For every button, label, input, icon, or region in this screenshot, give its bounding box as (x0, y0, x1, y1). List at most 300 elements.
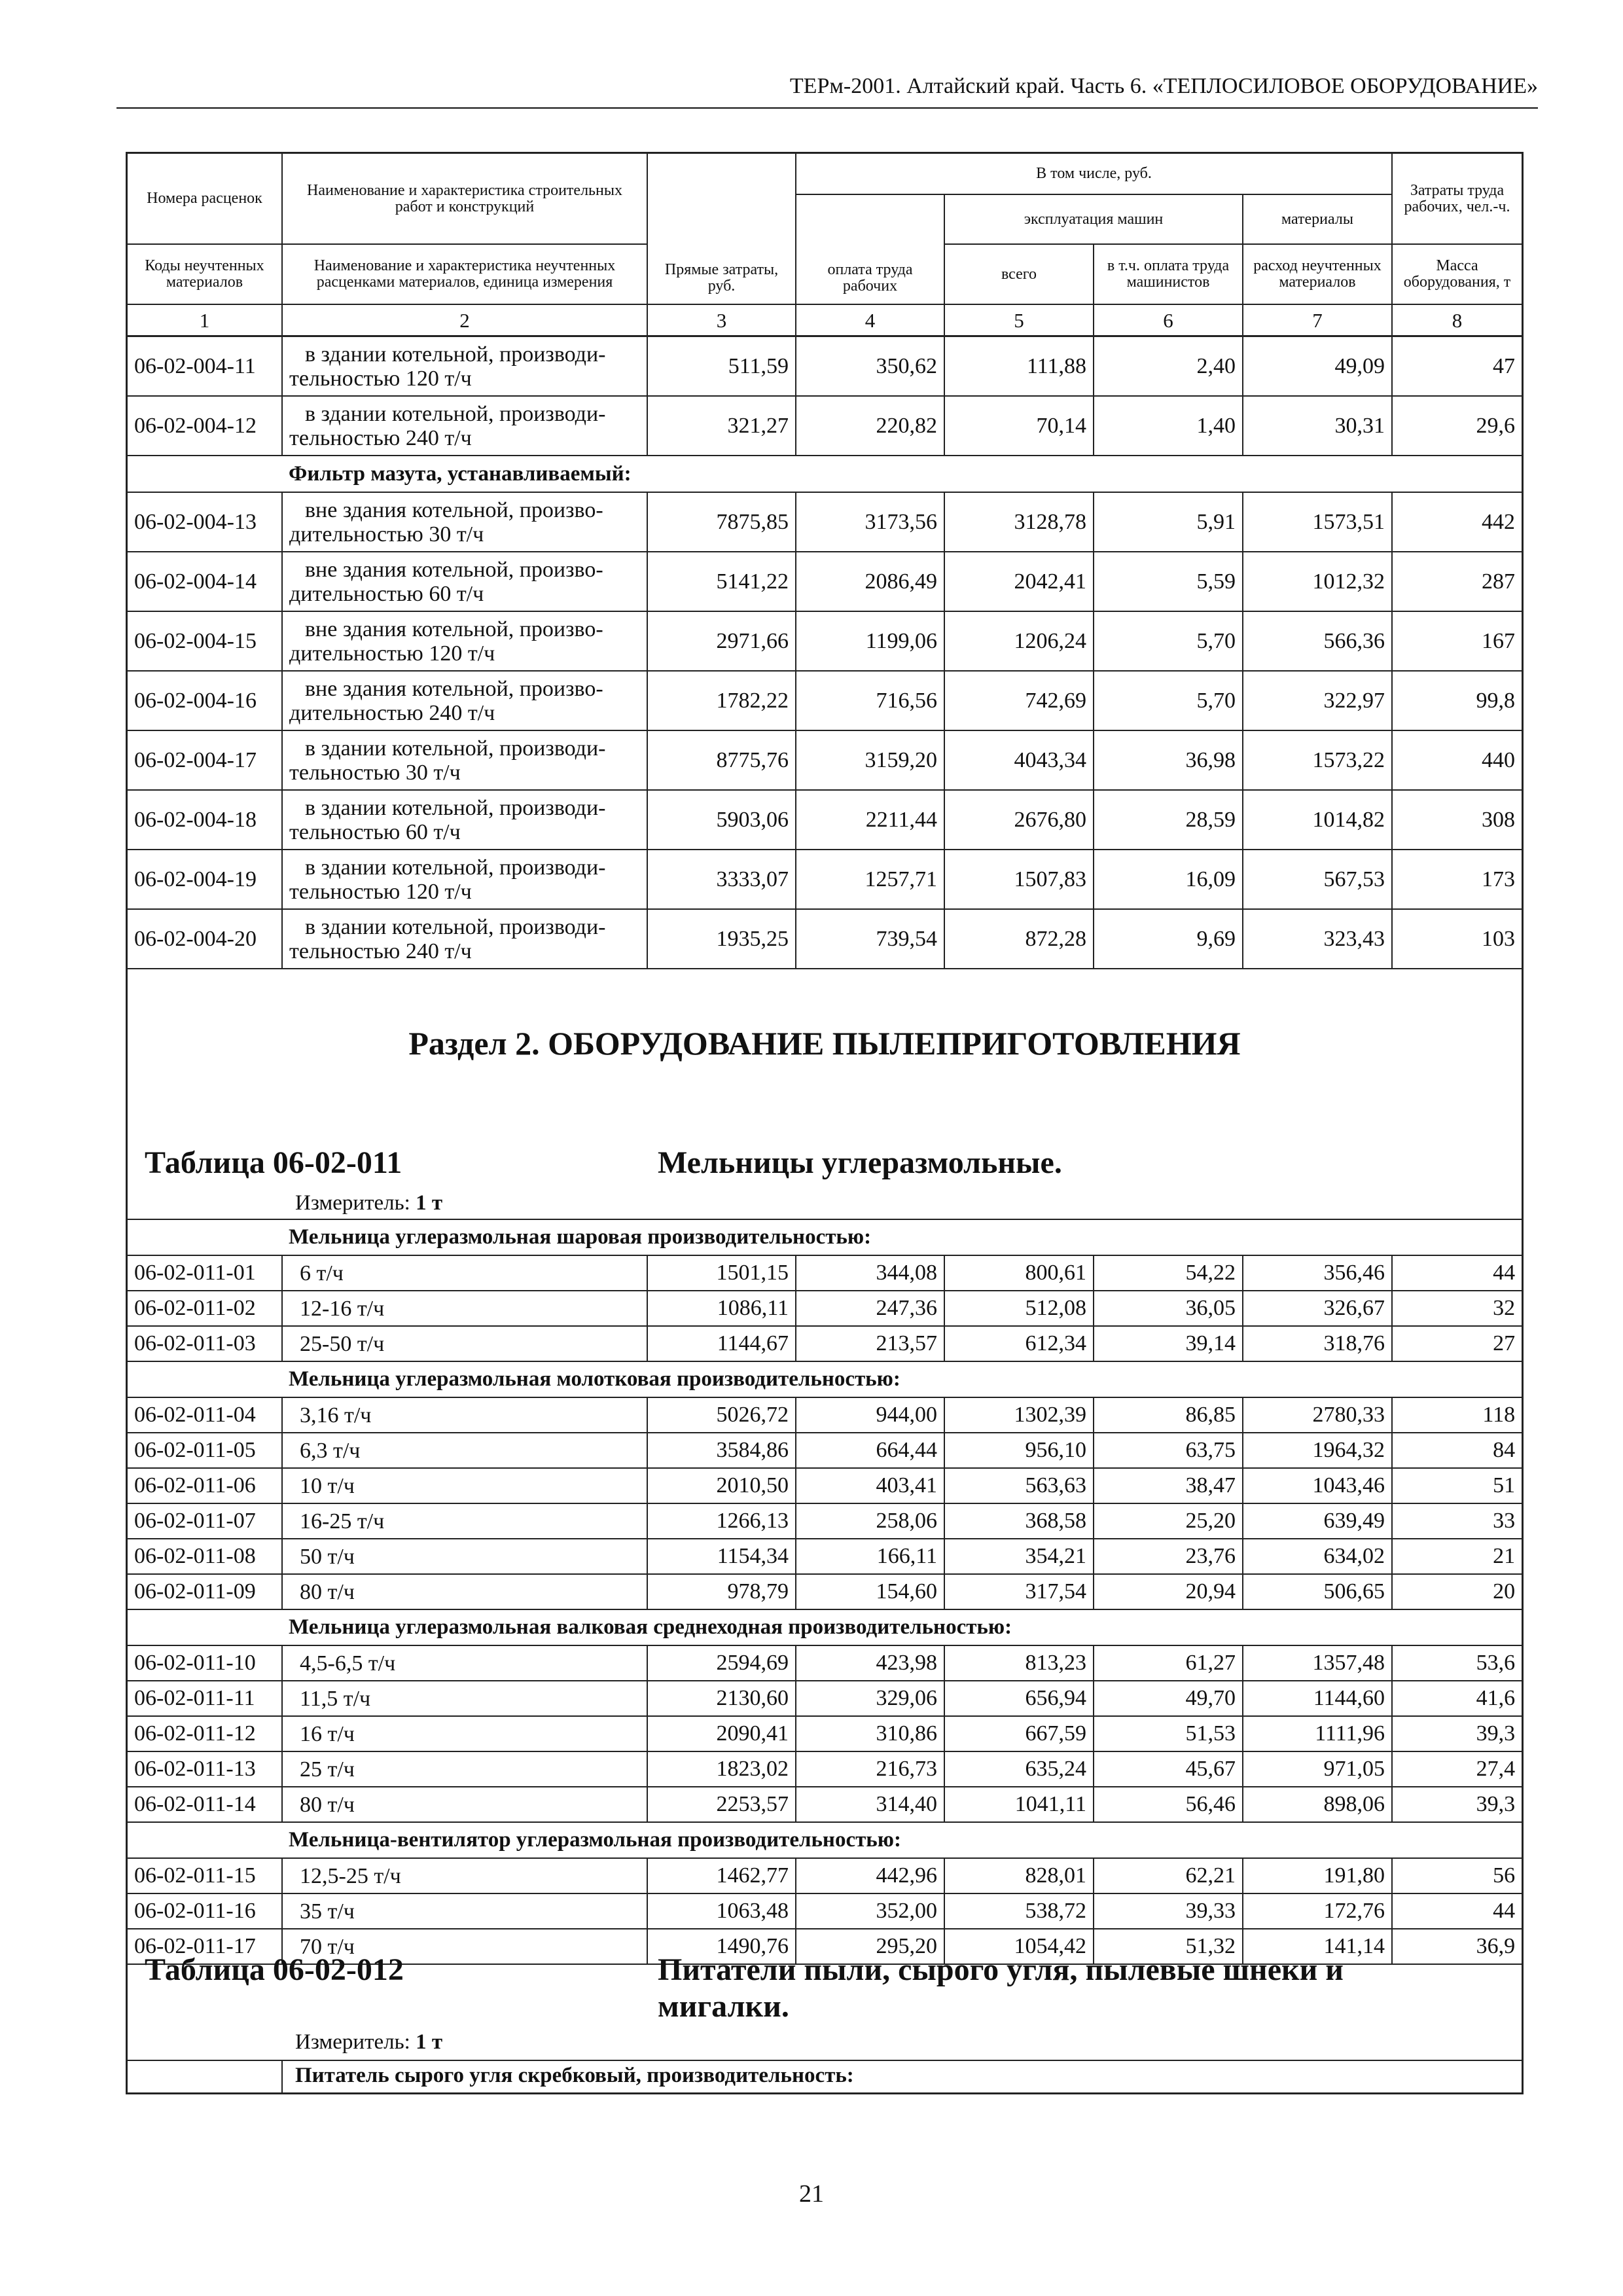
value-machines-total: 1054,42 (944, 1929, 1094, 1964)
value-direct-costs: 7875,85 (647, 492, 796, 552)
rate-code: 06-02-004-12 (128, 396, 282, 456)
running-head-text: ТЕРм-2001. Алтайский край. Часть 6. «ТЕПЛОСИЛОВОЕ ОБОРУДОВАНИЕ» (789, 74, 1538, 98)
work-description (282, 671, 647, 730)
table-row (128, 1893, 1522, 1929)
table-012-caption-rule (128, 2060, 1522, 2061)
value-materials: 1573,22 (1243, 730, 1392, 790)
value-materials: 322,97 (1243, 671, 1392, 730)
table-row (128, 1645, 1522, 1681)
value-direct-costs: 978,79 (647, 1574, 796, 1609)
value-operators-wages: 39,33 (1094, 1893, 1243, 1929)
table-row (128, 492, 1522, 552)
value-wages: 350,62 (796, 336, 944, 396)
table-012-caption: Питатель сырого угля скребковый, производительность: (295, 2064, 854, 2087)
rate-code: 06-02-011-12 (128, 1716, 282, 1751)
value-machines-total: 813,23 (944, 1645, 1094, 1681)
description-line: тельностью 60 т/ч (289, 819, 461, 844)
value-materials: 356,46 (1243, 1255, 1392, 1291)
value-materials: 506,65 (1243, 1574, 1392, 1609)
value-operators-wages: 5,59 (1094, 552, 1243, 611)
rate-code: 06-02-011-11 (128, 1681, 282, 1716)
header-including: В том числе, руб. (796, 154, 1392, 194)
value-machines-total: 1302,39 (944, 1397, 1094, 1433)
table-row (128, 1681, 1522, 1716)
work-description: 16-25 т/ч (282, 1503, 647, 1539)
value-wages: 3159,20 (796, 730, 944, 790)
value-materials: 141,14 (1243, 1929, 1392, 1964)
work-description: 25 т/ч (282, 1751, 647, 1787)
value-wages: 220,82 (796, 396, 944, 456)
work-description (282, 909, 647, 969)
value-direct-costs: 8775,76 (647, 730, 796, 790)
table-row (128, 1858, 1522, 1893)
work-description: 6,3 т/ч (282, 1433, 647, 1468)
col-number: 8 (1392, 304, 1522, 336)
work-description (282, 336, 647, 396)
header-equip-mass: Масса оборудования, т (1392, 244, 1522, 304)
rate-code: 06-02-011-16 (128, 1893, 282, 1929)
value-machines-total: 667,59 (944, 1716, 1094, 1751)
caption-spacer (128, 1822, 282, 1858)
column-header-table (128, 154, 1522, 336)
value-equipment-mass: 84 (1392, 1433, 1522, 1468)
description-line: дительностью 30 т/ч (289, 522, 484, 547)
value-equipment-mass: 39,3 (1392, 1716, 1522, 1751)
value-direct-costs: 511,59 (647, 336, 796, 396)
value-direct-costs: 3584,86 (647, 1433, 796, 1468)
description-line: тельностью 240 т/ч (289, 939, 472, 963)
value-direct-costs: 2594,69 (647, 1645, 796, 1681)
rate-code: 06-02-011-03 (128, 1326, 282, 1361)
rate-code: 06-02-004-19 (128, 850, 282, 909)
value-equipment-mass: 21 (1392, 1539, 1522, 1574)
value-machines-total: 70,14 (944, 396, 1094, 456)
description-line: в здании котельной, производи- (305, 795, 606, 820)
value-operators-wages: 23,76 (1094, 1539, 1243, 1574)
description-line: в здании котельной, производи- (305, 342, 606, 367)
value-operators-wages: 2,40 (1094, 336, 1243, 396)
caption-spacer (128, 1361, 282, 1397)
table-row (128, 671, 1522, 730)
table-row (128, 1468, 1522, 1503)
work-description (282, 790, 647, 850)
col-number: 5 (944, 304, 1094, 336)
work-description: 6 т/ч (282, 1255, 647, 1291)
rate-code: 06-02-011-09 (128, 1574, 282, 1609)
table-012-code-column-rule (281, 2060, 283, 2092)
table-row (128, 396, 1522, 456)
work-description: 80 т/ч (282, 1787, 647, 1822)
caption-spacer (128, 1609, 282, 1645)
value-wages: 329,06 (796, 1681, 944, 1716)
rate-code: 06-02-011-07 (128, 1503, 282, 1539)
rate-code: 06-02-011-15 (128, 1858, 282, 1893)
value-materials: 323,43 (1243, 909, 1392, 969)
caption-spacer (128, 1219, 282, 1255)
rate-code: 06-02-011-02 (128, 1291, 282, 1326)
value-direct-costs: 1086,11 (647, 1291, 796, 1326)
value-operators-wages: 56,46 (1094, 1787, 1243, 1822)
value-machines-total: 538,72 (944, 1893, 1094, 1929)
header-direct-costs: Прямые затраты, руб. (647, 154, 796, 304)
table-row (128, 1716, 1522, 1751)
rates-table-upper (128, 336, 1522, 969)
work-description: 80 т/ч (282, 1574, 647, 1609)
rate-code: 06-02-004-14 (128, 552, 282, 611)
value-direct-costs: 1823,02 (647, 1751, 796, 1787)
header-wages: оплата труда рабочих (796, 194, 944, 304)
header-unaccounted-use: расход неучтенных материалов (1243, 244, 1392, 304)
value-equipment-mass: 20 (1392, 1574, 1522, 1609)
value-equipment-mass: 32 (1392, 1291, 1522, 1326)
value-wages: 166,11 (796, 1539, 944, 1574)
value-equipment-mass: 167 (1392, 611, 1522, 671)
value-direct-costs: 2090,41 (647, 1716, 796, 1751)
value-machines-total: 317,54 (944, 1574, 1094, 1609)
value-materials: 567,53 (1243, 850, 1392, 909)
value-wages: 664,44 (796, 1433, 944, 1468)
value-direct-costs: 1490,76 (647, 1929, 796, 1964)
value-direct-costs: 2971,66 (647, 611, 796, 671)
group-caption-row (128, 1609, 1522, 1645)
value-materials: 1144,60 (1243, 1681, 1392, 1716)
table-row (128, 1503, 1522, 1539)
work-description: 4,5-6,5 т/ч (282, 1645, 647, 1681)
col-number: 1 (128, 304, 282, 336)
meter-label: Измеритель: (295, 2030, 410, 2054)
rate-code: 06-02-004-20 (128, 909, 282, 969)
value-wages: 3173,56 (796, 492, 944, 552)
value-wages: 213,57 (796, 1326, 944, 1361)
description-line: дительностью 120 т/ч (289, 641, 495, 666)
table-row (128, 730, 1522, 790)
value-operators-wages: 51,32 (1094, 1929, 1243, 1964)
col-number: 6 (1094, 304, 1243, 336)
value-equipment-mass: 36,9 (1392, 1929, 1522, 1964)
value-machines-total: 656,94 (944, 1681, 1094, 1716)
value-machines-total: 635,24 (944, 1751, 1094, 1787)
value-operators-wages: 20,94 (1094, 1574, 1243, 1609)
table-row (128, 790, 1522, 850)
value-operators-wages: 5,91 (1094, 492, 1243, 552)
rate-code: 06-02-004-11 (128, 336, 282, 396)
value-machines-total: 111,88 (944, 336, 1094, 396)
meter-label: Измеритель: (295, 1191, 410, 1215)
table-012-meter (295, 2030, 442, 2054)
rate-code: 06-02-011-06 (128, 1468, 282, 1503)
value-equipment-mass: 39,3 (1392, 1787, 1522, 1822)
value-machines-total: 3128,78 (944, 492, 1094, 552)
value-equipment-mass: 118 (1392, 1397, 1522, 1433)
description-line: тельностью 30 т/ч (289, 760, 461, 785)
rate-code: 06-02-004-13 (128, 492, 282, 552)
description-line: тельностью 120 т/ч (289, 366, 472, 391)
table-row (128, 850, 1522, 909)
value-machines-total: 872,28 (944, 909, 1094, 969)
value-equipment-mass: 440 (1392, 730, 1522, 790)
value-materials: 898,06 (1243, 1787, 1392, 1822)
value-machines-total: 4043,34 (944, 730, 1094, 790)
work-description (282, 552, 647, 611)
value-machines-total: 828,01 (944, 1858, 1094, 1893)
value-materials: 49,09 (1243, 336, 1392, 396)
description-line: в здании котельной, производи- (305, 401, 606, 426)
value-machines-total: 612,34 (944, 1326, 1094, 1361)
value-machines-total: 2676,80 (944, 790, 1094, 850)
value-operators-wages: 86,85 (1094, 1397, 1243, 1433)
value-direct-costs: 5026,72 (647, 1397, 796, 1433)
value-equipment-mass: 53,6 (1392, 1645, 1522, 1681)
header-unaccounted-names: Наименование и характеристика неучтенных расценками материалов, единица измерения (282, 244, 647, 304)
value-operators-wages: 9,69 (1094, 909, 1243, 969)
meter-value: 1 т (416, 1191, 443, 1215)
document-frame (126, 152, 1524, 2094)
value-machines-total: 1507,83 (944, 850, 1094, 909)
col-number: 4 (796, 304, 944, 336)
value-materials: 971,05 (1243, 1751, 1392, 1787)
rate-code: 06-02-011-04 (128, 1397, 282, 1433)
value-operators-wages: 63,75 (1094, 1433, 1243, 1468)
value-equipment-mass: 27,4 (1392, 1751, 1522, 1787)
value-materials: 1014,82 (1243, 790, 1392, 850)
group-caption: Мельница-вентилятор углеразмольная производительностью: (282, 1822, 1522, 1858)
description-line: вне здания котельной, произво- (305, 557, 603, 582)
value-equipment-mass: 27 (1392, 1326, 1522, 1361)
rate-code: 06-02-004-18 (128, 790, 282, 850)
header-machines: эксплуатация машин (944, 194, 1243, 244)
rate-code: 06-02-011-13 (128, 1751, 282, 1787)
group-caption-row (128, 456, 1522, 492)
value-materials: 1357,48 (1243, 1645, 1392, 1681)
section-title: Раздел 2. ОБОРУДОВАНИЕ ПЫЛЕПРИГОТОВЛЕНИЯ (408, 1025, 1241, 1062)
work-description (282, 396, 647, 456)
value-direct-costs: 1063,48 (647, 1893, 796, 1929)
value-direct-costs: 3333,07 (647, 850, 796, 909)
description-line: в здании котельной, производи- (305, 736, 606, 761)
value-equipment-mass: 44 (1392, 1893, 1522, 1929)
value-direct-costs: 2130,60 (647, 1681, 796, 1716)
value-wages: 2211,44 (796, 790, 944, 850)
table-012-number: Таблица 06-02-012 (145, 1952, 404, 1987)
value-wages: 258,06 (796, 1503, 944, 1539)
table-row (128, 1787, 1522, 1822)
value-wages: 216,73 (796, 1751, 944, 1787)
value-operators-wages: 36,05 (1094, 1291, 1243, 1326)
description-line: в здании котельной, производи- (305, 914, 606, 939)
value-operators-wages: 5,70 (1094, 611, 1243, 671)
caption-spacer (128, 456, 282, 492)
value-materials: 1111,96 (1243, 1716, 1392, 1751)
value-wages: 247,36 (796, 1291, 944, 1326)
value-materials: 1043,46 (1243, 1468, 1392, 1503)
value-materials: 566,36 (1243, 611, 1392, 671)
value-materials: 318,76 (1243, 1326, 1392, 1361)
value-equipment-mass: 99,8 (1392, 671, 1522, 730)
description-line: в здании котельной, производи- (305, 855, 606, 880)
value-operators-wages: 62,21 (1094, 1858, 1243, 1893)
value-machines-total: 1041,11 (944, 1787, 1094, 1822)
value-machines-total: 512,08 (944, 1291, 1094, 1326)
rate-code: 06-02-004-17 (128, 730, 282, 790)
col-number: 3 (647, 304, 796, 336)
work-description (282, 730, 647, 790)
header-materials: материалы (1243, 194, 1392, 244)
work-description: 11,5 т/ч (282, 1681, 647, 1716)
value-wages: 344,08 (796, 1255, 944, 1291)
value-direct-costs: 5141,22 (647, 552, 796, 611)
work-description (282, 492, 647, 552)
table-012-name: Питатели пыли, сырого угля, пылевые шнеки и мигалки. (658, 1952, 1344, 2024)
value-operators-wages: 39,14 (1094, 1326, 1243, 1361)
value-materials: 1964,32 (1243, 1433, 1392, 1468)
value-operators-wages: 1,40 (1094, 396, 1243, 456)
table-row (128, 1326, 1522, 1361)
value-operators-wages: 45,67 (1094, 1751, 1243, 1787)
value-direct-costs: 1501,15 (647, 1255, 796, 1291)
col-number: 2 (282, 304, 647, 336)
value-wages: 295,20 (796, 1929, 944, 1964)
description-line: вне здания котельной, произво- (305, 497, 603, 522)
group-caption: Мельница углеразмольная валковая среднеходная производительностью: (282, 1609, 1522, 1645)
value-operators-wages: 5,70 (1094, 671, 1243, 730)
header-work-name: Наименование и характеристика строительных работ и конструкций (282, 154, 647, 244)
value-wages: 403,41 (796, 1468, 944, 1503)
value-operators-wages: 51,53 (1094, 1716, 1243, 1751)
rate-code: 06-02-011-05 (128, 1433, 282, 1468)
table-row (128, 909, 1522, 969)
group-caption-row (128, 1361, 1522, 1397)
table-011-name: Мельницы углеразмольные. (658, 1145, 1062, 1180)
work-description (282, 850, 647, 909)
description-line: дительностью 240 т/ч (289, 700, 495, 725)
group-caption-row (128, 1822, 1522, 1858)
value-direct-costs: 2010,50 (647, 1468, 796, 1503)
rate-code: 06-02-011-08 (128, 1539, 282, 1574)
value-equipment-mass: 308 (1392, 790, 1522, 850)
value-wages: 314,40 (796, 1787, 944, 1822)
value-direct-costs: 5903,06 (647, 790, 796, 850)
value-materials: 1573,51 (1243, 492, 1392, 552)
header-labor: Затраты труда рабочих, чел.-ч. (1392, 154, 1522, 244)
value-wages: 739,54 (796, 909, 944, 969)
value-equipment-mass: 287 (1392, 552, 1522, 611)
value-materials: 191,80 (1243, 1858, 1392, 1893)
value-materials: 634,02 (1243, 1539, 1392, 1574)
value-wages: 716,56 (796, 671, 944, 730)
table-row (128, 1291, 1522, 1326)
value-equipment-mass: 103 (1392, 909, 1522, 969)
value-operators-wages: 49,70 (1094, 1681, 1243, 1716)
value-equipment-mass: 44 (1392, 1255, 1522, 1291)
value-materials: 30,31 (1243, 396, 1392, 456)
value-machines-total: 563,63 (944, 1468, 1094, 1503)
work-description: 16 т/ч (282, 1716, 647, 1751)
value-equipment-mass: 51 (1392, 1468, 1522, 1503)
value-materials: 639,49 (1243, 1503, 1392, 1539)
value-wages: 352,00 (796, 1893, 944, 1929)
value-machines-total: 956,10 (944, 1433, 1094, 1468)
value-materials: 172,76 (1243, 1893, 1392, 1929)
value-wages: 442,96 (796, 1858, 944, 1893)
group-caption: Мельница углеразмольная молотковая производительностью: (282, 1361, 1522, 1397)
value-machines-total: 368,58 (944, 1503, 1094, 1539)
header-rates-number: Номера расценок (128, 154, 282, 244)
work-description: 12,5-25 т/ч (282, 1858, 647, 1893)
work-description: 50 т/ч (282, 1539, 647, 1574)
work-description: 35 т/ч (282, 1893, 647, 1929)
work-description: 10 т/ч (282, 1468, 647, 1503)
value-wages: 944,00 (796, 1397, 944, 1433)
value-equipment-mass: 33 (1392, 1503, 1522, 1539)
table-row (128, 1397, 1522, 1433)
table-row (128, 552, 1522, 611)
table-row (128, 1539, 1522, 1574)
running-head (116, 73, 1538, 109)
value-direct-costs: 1462,77 (647, 1858, 796, 1893)
value-materials: 1012,32 (1243, 552, 1392, 611)
value-machines-total: 1206,24 (944, 611, 1094, 671)
work-description: 12-16 т/ч (282, 1291, 647, 1326)
value-wages: 1199,06 (796, 611, 944, 671)
value-equipment-mass: 29,6 (1392, 396, 1522, 456)
table-row (128, 336, 1522, 396)
table-row (128, 611, 1522, 671)
value-operators-wages: 25,20 (1094, 1503, 1243, 1539)
value-operators-wages: 16,09 (1094, 850, 1243, 909)
meter-value: 1 т (416, 2030, 443, 2054)
rate-code: 06-02-011-17 (128, 1929, 282, 1964)
group-caption-row (128, 1219, 1522, 1255)
value-equipment-mass: 442 (1392, 492, 1522, 552)
description-line: дительностью 60 т/ч (289, 581, 484, 606)
value-equipment-mass: 173 (1392, 850, 1522, 909)
description-line: тельностью 120 т/ч (289, 879, 472, 904)
value-operators-wages: 54,22 (1094, 1255, 1243, 1291)
description-line: вне здания котельной, произво- (305, 676, 603, 701)
table-row (128, 1255, 1522, 1291)
rate-code: 06-02-004-16 (128, 671, 282, 730)
col-number: 7 (1243, 304, 1392, 336)
value-machines-total: 354,21 (944, 1539, 1094, 1574)
description-line: тельностью 240 т/ч (289, 425, 472, 450)
group-caption: Фильтр мазута, устанавливаемый: (282, 456, 1522, 492)
table-011-number: Таблица 06-02-011 (145, 1145, 402, 1180)
value-wages: 2086,49 (796, 552, 944, 611)
value-machines-total: 2042,41 (944, 552, 1094, 611)
value-equipment-mass: 41,6 (1392, 1681, 1522, 1716)
value-direct-costs: 1154,34 (647, 1539, 796, 1574)
value-machines-total: 742,69 (944, 671, 1094, 730)
value-equipment-mass: 56 (1392, 1858, 1522, 1893)
rate-code: 06-02-011-01 (128, 1255, 282, 1291)
rate-code: 06-02-004-15 (128, 611, 282, 671)
header-codes: Коды неучтенных материалов (128, 244, 282, 304)
page-number: 21 (799, 2180, 824, 2208)
group-caption: Мельница углеразмольная шаровая производительностью: (282, 1219, 1522, 1255)
value-wages: 1257,71 (796, 850, 944, 909)
value-wages: 154,60 (796, 1574, 944, 1609)
table-row (128, 1574, 1522, 1609)
value-materials: 2780,33 (1243, 1397, 1392, 1433)
work-description: 25-50 т/ч (282, 1326, 647, 1361)
value-wages: 423,98 (796, 1645, 944, 1681)
table-011-meter (295, 1191, 442, 1215)
value-operators-wages: 36,98 (1094, 730, 1243, 790)
value-operators-wages: 61,27 (1094, 1645, 1243, 1681)
table-row (128, 1433, 1522, 1468)
description-line: вне здания котельной, произво- (305, 617, 603, 641)
work-description: 3,16 т/ч (282, 1397, 647, 1433)
